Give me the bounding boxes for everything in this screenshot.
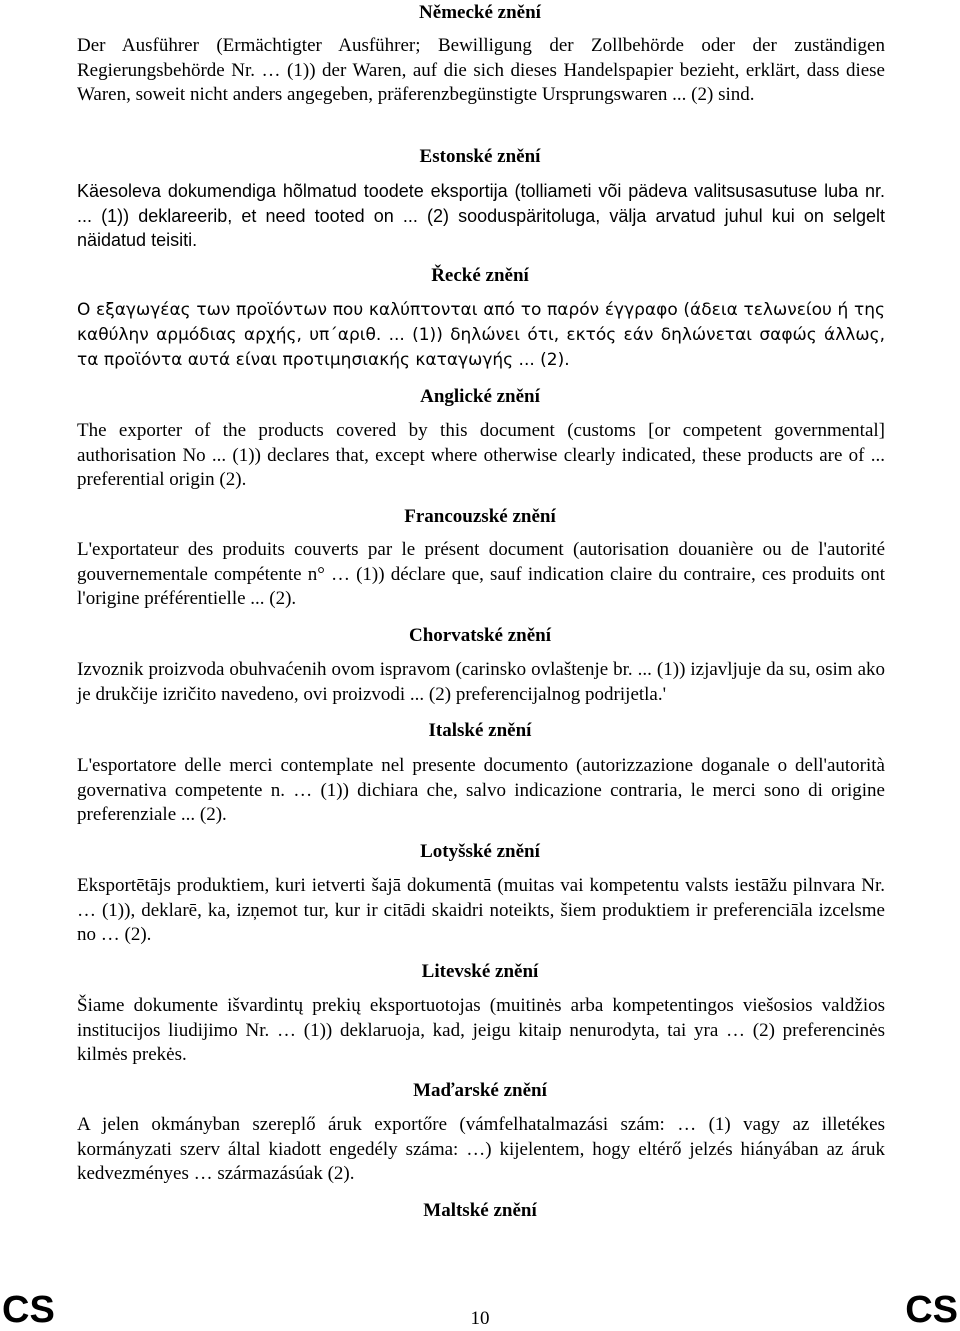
section-heading-maltese: Maltské znění: [423, 1200, 537, 1221]
section-text-latvian: Eksportētājs produktiem, kuri ietverti šajā dokumentā (muitas vai kompetentu valsts iestāžu pilnvara Nr. … (1)), deklarē, ka, izņemot tur, kur ir citādi skaidri noteikts, šiem produktiem ir preferenciāla izcelsme no … (2).: [77, 875, 885, 945]
section-heading-english: Anglické znění: [420, 386, 540, 407]
section-heading-italian: Italské znění: [428, 720, 532, 741]
section-text-german: Der Ausführer (Ermächtigter Ausführer; Bewilligung der Zollbehörde oder der zuständigen Regierungsbehörde Nr. … (1)) der Waren, auf die sich dieses Handelspapier bezieht, erklärt, dass diese Waren, soweit nicht anders angegeben, präferenzbegünstigte Ursprungswaren ... (2) sind.: [77, 35, 885, 105]
section-text-hungarian: A jelen okmányban szereplő áruk exportőre (vámfelhatalmazási szám: … (1) vagy az illetékes kormányzati szerv által kiadott engedély száma: …) kijelentem, hogy eltérő jelzés hiányában az áruk kedvezményes … származásúak (2).: [77, 1114, 885, 1184]
section-text-estonian: Käesoleva dokumendiga hõlmatud toodete eksportija (tolliameti või pädeva valitsusasutuse luba nr. ... (1)) deklareerib, et need tooted on ... (2) sooduspäritoluga, välja arvatud juhul kui on selgelt näidatud teisiti.: [77, 181, 885, 250]
section-heading-french: Francouzské znění: [404, 506, 556, 527]
section-heading-lithuanian: Litevské znění: [421, 961, 539, 982]
footer-language-code-left: CS: [2, 1289, 55, 1331]
section-heading-latvian: Lotyšské znění: [420, 841, 540, 862]
section-heading-hungarian: Maďarské znění: [413, 1080, 547, 1101]
section-heading-german: Německé znění: [419, 2, 541, 23]
page-number: 10: [470, 1308, 490, 1329]
section-heading-greek: Řecké znění: [431, 265, 529, 286]
section-text-italian: L'esportatore delle merci contemplate nel presente documento (autorizzazione doganale o dell'autorità governativa competente n. … (1)) dichiara che, salvo indicazione contraria, le merci sono di origine preferenziale ... (2).: [77, 755, 885, 825]
section-text-english: The exporter of the products covered by this document (customs [or competent governmental] authorisation No ... (1)) declares that, except where otherwise clearly indicated, these products are of ... preferential origin (2).: [77, 420, 885, 490]
section-text-greek: Ο εξαγωγέας των προϊόντων που καλύπτονται από το παρόν έγγραφο (άδεια τελωνείου ή της καθύλην αρμόδιας αρχής, υπ΄αριθ. ... (1)) δηλώνει ότι, εκτός εάν δηλώνεται σαφώς άλλως, τα προϊόντα αυτά είναι προτιμησιακής καταγωγής ... (2).: [77, 300, 885, 370]
section-heading-estonian: Estonské znění: [419, 146, 541, 167]
section-text-croatian: Izvoznik proizvoda obuhvaćenih ovom ispravom (carinsko ovlaštenje br. ... (1)) izjavljuje da su, osim ako je drukčije izričito navedeno, ovi proizvodi ... (2) preferencijalnog podrijetla.': [77, 659, 885, 705]
section-heading-croatian: Chorvatské znění: [409, 625, 551, 646]
section-text-lithuanian: Šiame dokumente išvardintų prekių eksportuotojas (muitinės arba kompetentingos viešosios valdžios institucijos liudijimo Nr. … (1)) deklaruoja, kad, jeigu kitaip nenurodyta, tai yra … (2) preferencinės kilmės prekės.: [77, 995, 885, 1065]
section-text-french: L'exportateur des produits couverts par le présent document (autorisation douanière ou de l'autorité gouvernementale compétente n° … (1)) déclare que, sauf indication claire du contraire, ces produits ont l'origine préférentielle ... (2).: [77, 539, 885, 609]
footer-language-code-right: CS: [905, 1289, 958, 1331]
